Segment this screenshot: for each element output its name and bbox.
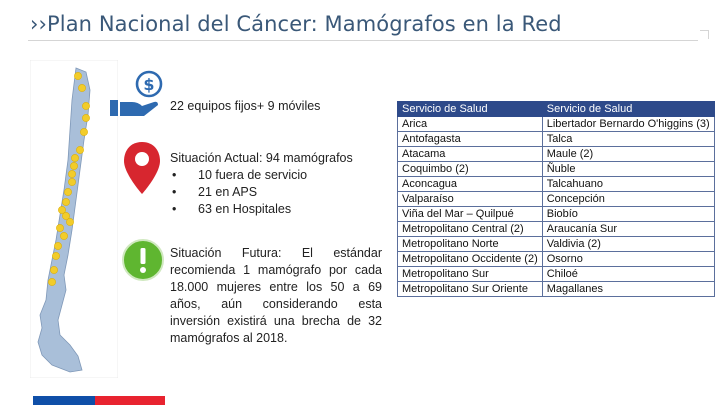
table-row [398,207,715,222]
table-header-row [398,102,715,117]
table-cell: Atacama [398,147,543,162]
table-cell: Metropolitano Central (2) [398,222,543,237]
exclamation-icon [121,238,165,282]
table-cell: Metropolitano Sur [398,267,543,282]
table-row [398,117,715,132]
table-row [398,192,715,207]
bullet-item: • 63 en Hospitales [172,202,292,216]
table-row [398,237,715,252]
location-pin-icon [122,140,162,196]
table-cell: Metropolitano Sur Oriente [398,282,543,297]
hand-money-icon [106,68,166,120]
table-cell: Magallanes [542,282,714,297]
table-cell: Antofagasta [398,132,543,147]
footer-blue-segment [33,396,95,405]
table-cell: Metropolitano Norte [398,237,543,252]
table-cell: Chiloé [542,267,714,282]
situacion-actual-heading: Situación Actual: 94 mamógrafos [170,151,353,165]
servicio-salud-table [397,101,715,297]
table-cell: Metropolitano Occidente (2) [398,252,543,267]
table-cell: Valparaíso [398,192,543,207]
table-cell: Talcahuano [542,177,714,192]
title-divider [28,40,698,41]
page-title: ››Plan Nacional del Cáncer: Mamógrafos en la Red [30,12,562,36]
svg-text:$: $ [143,75,155,94]
table-cell: Valdivia (2) [542,237,714,252]
table-row [398,267,715,282]
table-cell: Maule (2) [542,147,714,162]
table-cell: Biobío [542,207,714,222]
table-header-cell: Servicio de Salud [398,102,543,117]
table-cell: Libertador Bernardo O'higgins (3) [542,117,714,132]
table-row [398,147,715,162]
table-header-cell: Servicio de Salud [542,102,714,117]
table-cell: Aconcagua [398,177,543,192]
table-cell: Coquimbo (2) [398,162,543,177]
situacion-futura: Situación Futura: El estándar recomienda 1 mamógrafo por cada 18.000 mujeres entre los 50 a 69 años, aún considerando esta inversión existirá una brecha de 32 mamógrafos al 2018. [170,246,382,345]
table-cell: Arica [398,117,543,132]
bullet-item: • 21 en APS [172,185,258,199]
table-row [398,177,715,192]
footer-red-segment [95,396,165,405]
table-row [398,222,715,237]
table-row [398,132,715,147]
footer-color-bar [33,396,165,405]
corner-decoration [700,30,709,39]
equipos-summary: 22 equipos fijos+ 9 móviles [170,99,321,113]
table-row [398,162,715,177]
situacion-actual [170,150,385,218]
table-cell: Viña del Mar – Quilpué [398,207,543,222]
table-cell: Ñuble [542,162,714,177]
table-cell: Concepción [542,192,714,207]
chile-map [30,60,118,378]
table-row [398,252,715,267]
table-row [398,282,715,297]
table-cell: Araucanía Sur [542,222,714,237]
table-cell: Talca [542,132,714,147]
bullet-item: • 10 fuera de servicio [172,168,308,182]
table-cell: Osorno [542,252,714,267]
